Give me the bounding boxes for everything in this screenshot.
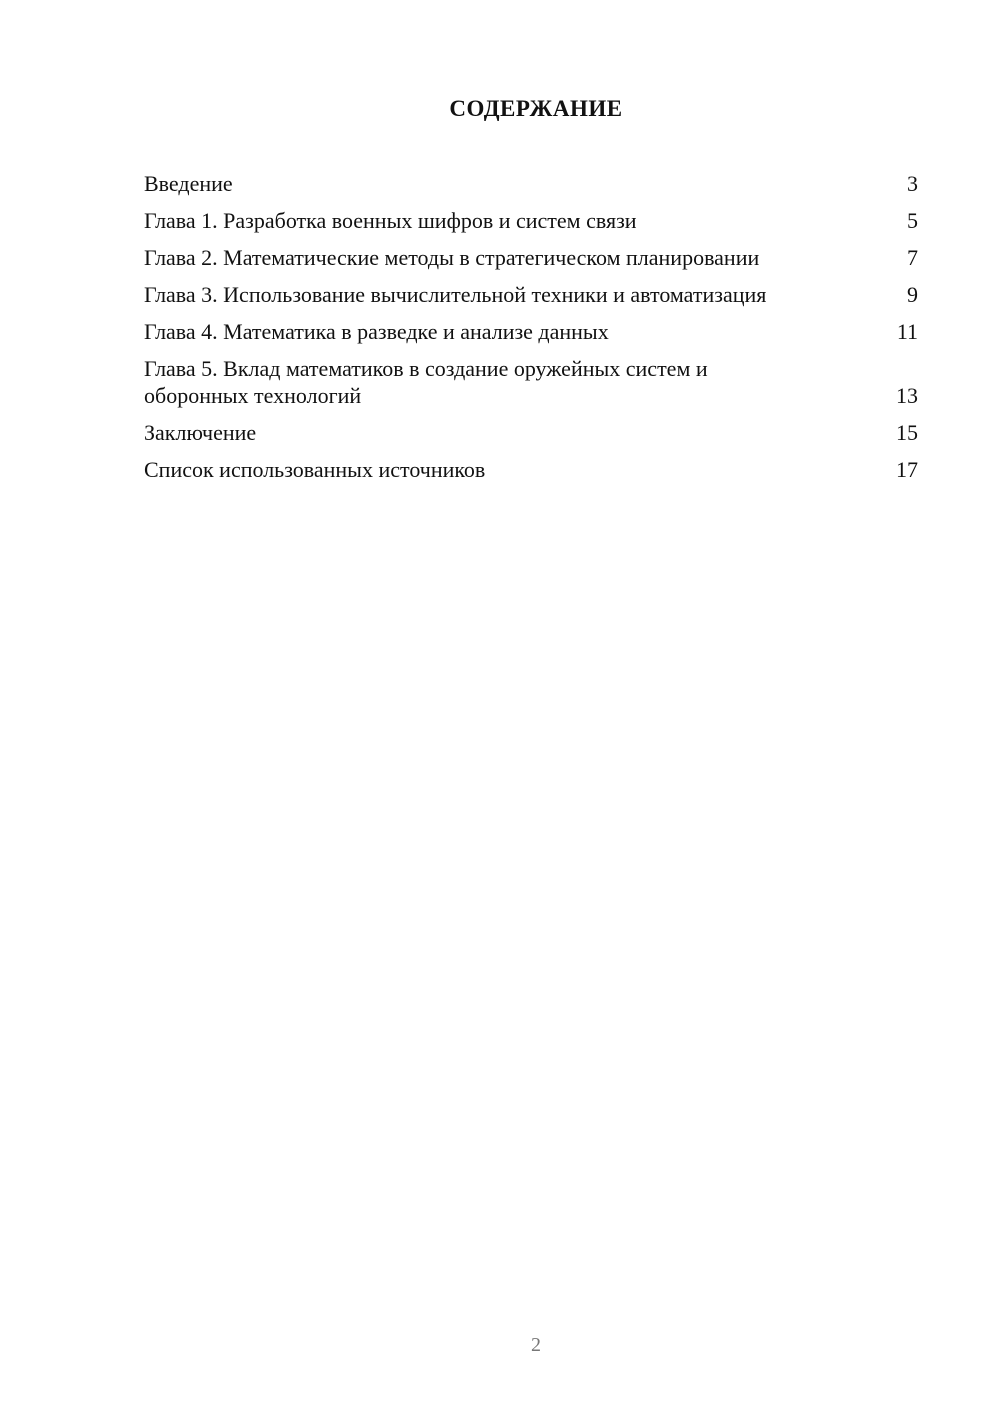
toc-item-chapter-2 <box>144 244 918 271</box>
toc-item-title: Глава 3. Использование вычислительной техники и автоматизация <box>144 282 767 307</box>
toc-item-chapter-1 <box>144 207 918 234</box>
toc-item-title: Глава 2. Математические методы в стратегическом планировании <box>144 245 760 270</box>
toc-heading: СОДЕРЖАНИЕ <box>449 96 623 121</box>
toc-item-chapter-4 <box>144 318 918 345</box>
toc-item-title: Введение <box>144 171 233 196</box>
toc-item-title: Глава 1. Разработка военных шифров и систем связи <box>144 208 637 233</box>
toc-item-page: 7 <box>907 245 918 270</box>
toc-item-page: 9 <box>907 282 918 307</box>
toc-item-title: Глава 5. Вклад математиков в создание оружейных систем и оборонных технологий <box>144 356 708 408</box>
table-of-contents <box>144 170 918 493</box>
toc-item-page: 11 <box>896 319 918 344</box>
toc-item-title: Список использованных источников <box>144 457 486 482</box>
toc-item-page: 17 <box>896 457 918 482</box>
toc-item-introduction <box>144 170 918 197</box>
toc-item-chapter-5 <box>144 355 918 409</box>
toc-item-title: Заключение <box>144 420 257 445</box>
page-number: 2 <box>531 1334 541 1356</box>
toc-item-page: 13 <box>896 383 918 408</box>
toc-item-chapter-3 <box>144 281 918 308</box>
toc-item-page: 15 <box>896 420 918 445</box>
toc-item-page: 3 <box>907 171 918 196</box>
toc-item-conclusion <box>144 419 918 446</box>
toc-item-title: Глава 4. Математика в разведке и анализе данных <box>144 319 609 344</box>
toc-item-references <box>144 456 918 483</box>
toc-item-page: 5 <box>907 208 918 233</box>
